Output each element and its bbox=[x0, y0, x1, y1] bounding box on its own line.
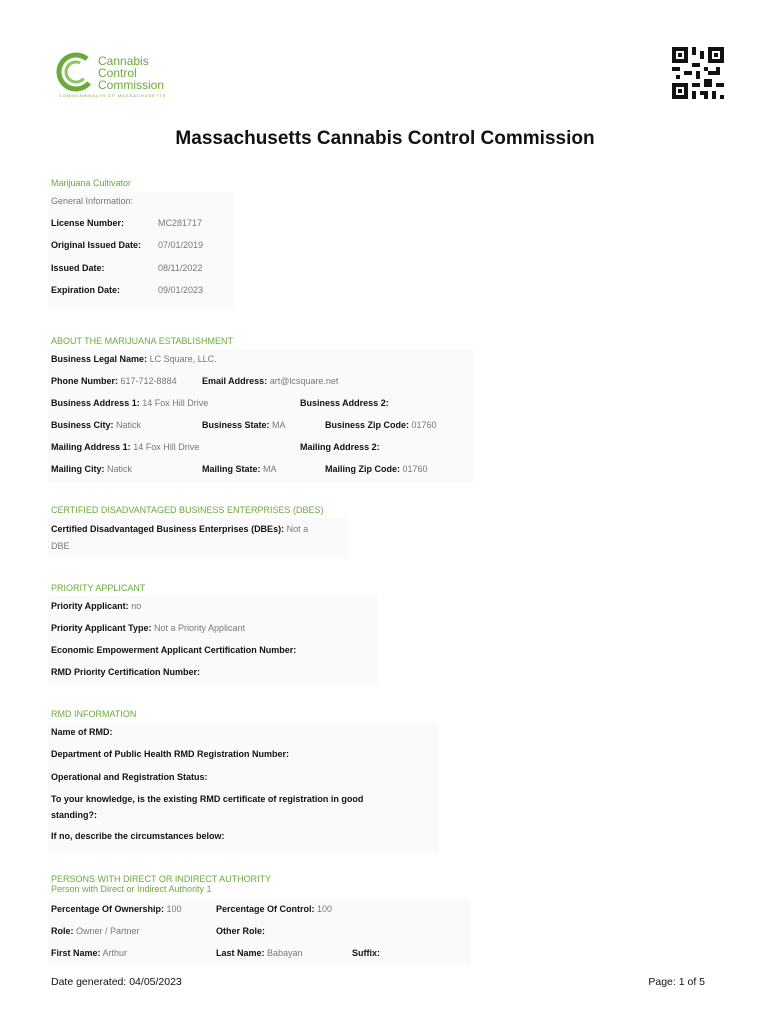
dph-registration-label: Department of Public Health RMD Registration Number: bbox=[51, 749, 290, 759]
operational-status-label: Operational and Registration Status: bbox=[51, 772, 208, 782]
license-number-value: MC281717 bbox=[158, 218, 203, 228]
rmd-name-label: Name of RMD: bbox=[51, 727, 113, 737]
business-zip-row: Business Zip Code: 01760 bbox=[325, 420, 437, 430]
business-address-1-row: Business Address 1: 14 Fox Hill Drive bbox=[51, 398, 209, 408]
original-issued-value: 07/01/2019 bbox=[158, 240, 204, 250]
rmd-heading: RMD INFORMATION bbox=[51, 709, 137, 719]
good-standing-label: To your knowledge, is the existing RMD certificate of registration in good bbox=[51, 794, 364, 804]
issued-date-label: Issued Date: bbox=[51, 263, 105, 273]
legal-name-row: Business Legal Name: LC Square, LLC. bbox=[51, 354, 217, 364]
logo-mark-icon bbox=[56, 52, 96, 92]
last-name-row: Last Name: Babayan bbox=[216, 948, 303, 958]
circumstances-label: If no, describe the circumstances below: bbox=[51, 831, 225, 841]
page-title: Massachusetts Cannabis Control Commission bbox=[175, 128, 595, 149]
establishment-box bbox=[48, 349, 474, 483]
ownership-row: Percentage Of Ownership: 100 bbox=[51, 904, 182, 914]
business-city-row: Business City: Natick bbox=[51, 420, 142, 430]
expiration-date-value: 09/01/2023 bbox=[158, 285, 204, 295]
economic-empowerment-label: Economic Empowerment Applicant Certification Number: bbox=[51, 645, 297, 655]
rmd-priority-label: RMD Priority Certification Number: bbox=[51, 667, 201, 677]
mailing-zip-row: Mailing Zip Code: 01760 bbox=[325, 464, 428, 474]
logo-line-1: Cannabis bbox=[98, 54, 149, 68]
priority-heading: PRIORITY APPLICANT bbox=[51, 583, 146, 593]
control-row: Percentage Of Control: 100 bbox=[216, 904, 333, 914]
qr-code-icon bbox=[672, 47, 724, 99]
dbe-value-continued: DBE bbox=[51, 541, 70, 551]
business-address-2-row: Business Address 2: bbox=[300, 398, 389, 408]
first-name-row: First Name: Arthur bbox=[51, 948, 128, 958]
dbe-row: Certified Disadvantaged Business Enterprises (DBEs): Not a bbox=[51, 524, 309, 534]
phone-row: Phone Number: 617-712-8884 bbox=[51, 376, 177, 386]
page-number: Page: 1 of 5 bbox=[648, 976, 705, 988]
other-role-row: Other Role: bbox=[216, 926, 266, 936]
priority-type-row: Priority Applicant Type: Not a Priority Applicant bbox=[51, 623, 246, 633]
business-state-row: Business State: MA bbox=[202, 420, 286, 430]
mailing-address-2-row: Mailing Address 2: bbox=[300, 442, 380, 452]
logo-line-2: Control bbox=[98, 66, 137, 80]
original-issued-label: Original Issued Date: bbox=[51, 240, 142, 250]
expiration-date-label: Expiration Date: bbox=[51, 285, 121, 295]
issued-date-value: 08/11/2022 bbox=[158, 263, 203, 273]
persons-heading: PERSONS WITH DIRECT OR INDIRECT AUTHORITY bbox=[51, 874, 272, 884]
general-info-label: General Information: bbox=[51, 196, 134, 206]
suffix-row: Suffix: bbox=[352, 948, 380, 958]
establishment-heading: ABOUT THE MARIJUANA ESTABLISHMENT bbox=[51, 336, 234, 346]
date-generated: Date generated: 04/05/2023 bbox=[51, 976, 182, 988]
mailing-address-1-row: Mailing Address 1: 14 Fox Hill Drive bbox=[51, 442, 200, 452]
email-row: Email Address: art@lcsquare.net bbox=[202, 376, 339, 386]
dbe-heading: CERTIFIED DISADVANTAGED BUSINESS ENTERPRISES (DBES) bbox=[51, 505, 324, 515]
mailing-state-row: Mailing State: MA bbox=[202, 464, 277, 474]
priority-applicant-row: Priority Applicant: no bbox=[51, 601, 142, 611]
logo-line-3: Commission bbox=[98, 78, 165, 92]
logo-tagline: COMMONWEALTH OF MASSACHUSETTS bbox=[59, 93, 167, 98]
mailing-city-row: Mailing City: Natick bbox=[51, 464, 133, 474]
license-number-label: License Number: bbox=[51, 218, 125, 228]
role-row: Role: Owner / Partner bbox=[51, 926, 140, 936]
license-type: Marijuana Cultivator bbox=[51, 178, 132, 188]
person-1-subheading: Person with Direct or Indirect Authority 1 bbox=[51, 884, 212, 894]
good-standing-label-continued: standing?: bbox=[51, 810, 97, 820]
cannabis-control-commission-logo bbox=[56, 52, 196, 100]
